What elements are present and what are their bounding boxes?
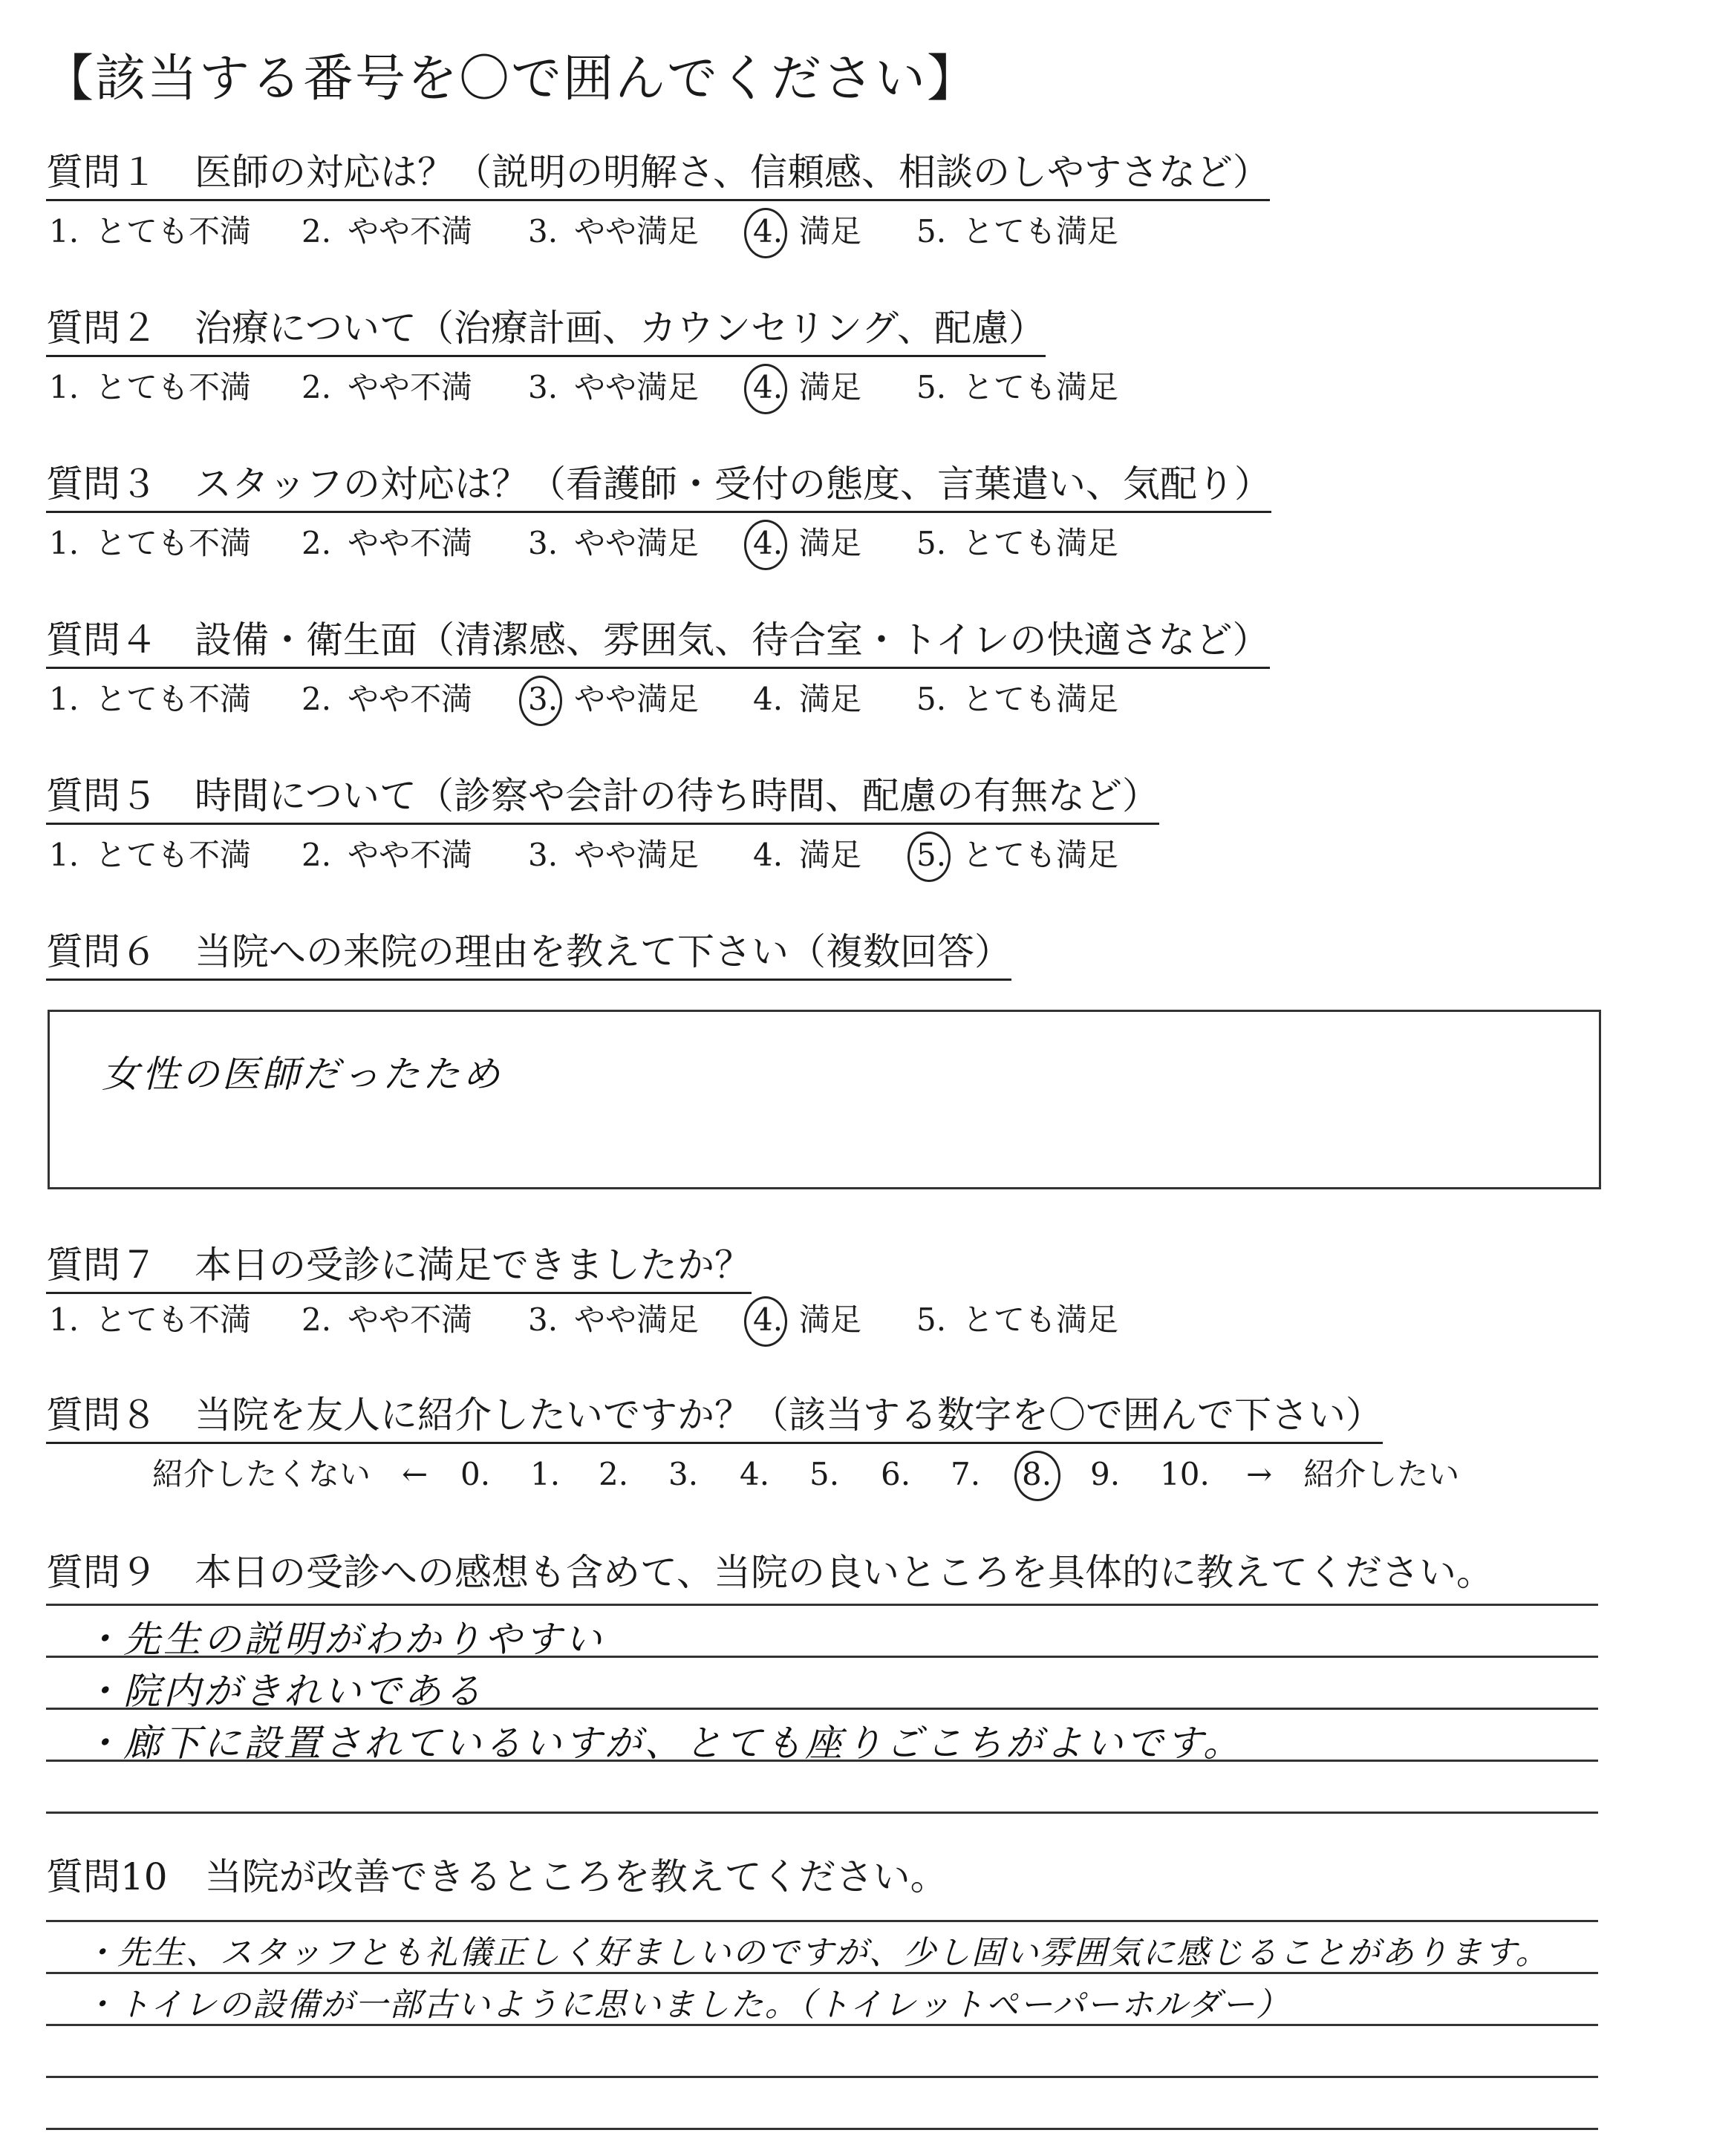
question-5-number: 質問５ (46, 774, 157, 817)
option-label: やや不満 (348, 837, 473, 873)
option-1[interactable] (46, 209, 251, 254)
question-3-title (46, 460, 1271, 513)
question-6-title (46, 928, 1011, 981)
option-label: やや不満 (348, 213, 473, 249)
question-1-title (46, 148, 1270, 201)
question-2-text: 治療について（治療計画、カウンセリング、配慮） (195, 307, 1046, 350)
question-10-text: 当院が改善できるところを教えてください。 (204, 1855, 948, 1898)
option-label: やや不満 (348, 525, 473, 561)
option-number: 5. (913, 833, 962, 878)
option-label: とても満足 (962, 213, 1119, 249)
nps-option-10[interactable]: 10. (1160, 1456, 1210, 1492)
question-3-text: スタッフの対応は？（看護師・受付の態度、言葉遣い、気配り） (195, 463, 1271, 506)
option-number: 3. (528, 369, 558, 405)
option-number: 2. (302, 213, 332, 249)
option-number: 4. (750, 365, 799, 410)
q10-line-1 (46, 1920, 1598, 1922)
question-3-number: 質問３ (46, 463, 157, 506)
option-3[interactable] (525, 365, 699, 410)
option-2[interactable] (299, 209, 472, 254)
option-number: 1. (49, 369, 79, 405)
question-9-title (46, 1549, 1493, 1596)
question-1-number: 質問１ (46, 151, 157, 194)
q9-answer-1: ・先生の説明がわかりやすい (83, 1618, 604, 1661)
option-label: とても満足 (962, 525, 1119, 561)
option-label: やや不満 (348, 681, 473, 717)
question-6-answer: 女性の医師だったため (102, 1053, 503, 1096)
question-5-text: 時間について（診察や会計の待ち時間、配慮の有無など） (195, 774, 1159, 817)
option-number: 2. (302, 837, 332, 873)
option-2[interactable] (299, 521, 472, 566)
question-6-answer-box[interactable] (48, 1010, 1601, 1189)
question-9-number: 質問９ (46, 1551, 157, 1594)
option-label: とても満足 (962, 1301, 1119, 1338)
option-label: やや満足 (574, 681, 700, 717)
option-label: とても不満 (95, 1301, 252, 1338)
question-10-title (46, 1853, 948, 1901)
option-4[interactable] (750, 833, 861, 878)
option-1[interactable] (46, 1298, 251, 1342)
option-number: 5. (916, 681, 947, 717)
option-number: 5. (916, 369, 947, 405)
question-2-title (46, 304, 1046, 357)
option-label: とても満足 (962, 369, 1119, 405)
option-3[interactable] (525, 521, 699, 566)
option-4[interactable] (750, 677, 861, 722)
option-label: やや満足 (574, 525, 700, 561)
option-number: 4. (753, 681, 783, 717)
option-5[interactable] (913, 1298, 1118, 1342)
q10-answer-1: ・先生、スタッフとも礼儀正しく好ましいのですが、少し固い雰囲気に感じることがあります。 (83, 1934, 1550, 1972)
option-3[interactable] (525, 1298, 699, 1342)
nps-option-2[interactable]: 2. (599, 1456, 629, 1492)
option-1[interactable] (46, 677, 251, 722)
option-4[interactable] (750, 365, 861, 410)
option-number: 4. (750, 521, 799, 566)
question-6-number: 質問６ (46, 930, 157, 973)
option-label: とても満足 (962, 681, 1119, 717)
q9-answer-2: ・院内がきれいである (83, 1670, 484, 1713)
nps-option-9[interactable]: 9. (1090, 1456, 1121, 1492)
option-label: とても不満 (95, 213, 252, 249)
question-8-text: 当院を友人に紹介したいですか？（該当する数字を〇で囲んで下さい） (195, 1394, 1383, 1437)
option-4[interactable] (750, 1298, 861, 1342)
option-number: 4. (753, 837, 783, 873)
option-2[interactable] (299, 1298, 472, 1342)
question-7-text: 本日の受診に満足できましたか？ (195, 1244, 752, 1287)
option-number: 1. (49, 1301, 79, 1338)
option-label: やや満足 (574, 837, 700, 873)
option-number: 5. (916, 1301, 947, 1338)
q10-line-4 (46, 2076, 1598, 2078)
q10-line-5 (46, 2128, 1598, 2130)
nps-option-5[interactable]: 5. (809, 1456, 840, 1492)
option-label: やや満足 (574, 1301, 700, 1338)
question-2-number: 質問２ (46, 307, 157, 350)
question-4-number: 質問４ (46, 618, 157, 662)
nps-option-6[interactable]: 6. (881, 1456, 911, 1492)
option-label: 満足 (799, 525, 862, 561)
question-6-text: 当院への来院の理由を教えて下さい（複数回答） (195, 930, 1011, 973)
nps-left-label: 紹介したくない ← (152, 1456, 428, 1492)
nps-option-0[interactable]: 0. (460, 1456, 491, 1492)
option-number: 3. (528, 525, 558, 561)
option-3[interactable] (525, 677, 699, 722)
option-5[interactable] (913, 209, 1118, 254)
option-number: 4. (750, 1298, 799, 1342)
nps-option-1[interactable]: 1. (530, 1456, 561, 1492)
nps-option-3[interactable]: 3. (668, 1456, 699, 1492)
question-4-title (46, 616, 1270, 669)
option-number: 3. (528, 837, 558, 873)
option-number: 4. (750, 209, 799, 254)
q9-answer-3: ・廊下に設置されているいすが、とても座りごこちがよいです。 (83, 1722, 1243, 1765)
nps-option-7[interactable]: 7. (951, 1456, 981, 1492)
option-3[interactable] (525, 209, 699, 254)
question-9-text: 本日の受診への感想も含めて、当院の良いところを具体的に教えてください。 (195, 1551, 1493, 1594)
option-5[interactable] (913, 833, 1118, 878)
question-7-title (46, 1241, 752, 1294)
option-5[interactable] (913, 521, 1118, 566)
option-number: 2. (302, 369, 332, 405)
q9-line-1 (46, 1604, 1598, 1606)
question-8-number: 質問８ (46, 1394, 157, 1437)
question-7-number: 質問７ (46, 1244, 157, 1287)
option-2[interactable] (299, 365, 472, 410)
option-number: 2. (302, 525, 332, 561)
option-number: 1. (49, 525, 79, 561)
option-label: とても不満 (95, 681, 252, 717)
nps-option-4[interactable]: 4. (740, 1456, 770, 1492)
nps-right-label: → 紹介したい (1246, 1456, 1460, 1492)
option-2[interactable] (299, 833, 472, 878)
option-label: とても不満 (95, 837, 252, 873)
option-label: 満足 (799, 369, 862, 405)
option-4[interactable] (750, 209, 861, 254)
option-1[interactable] (46, 365, 251, 410)
option-label: やや満足 (574, 369, 700, 405)
option-label: 満足 (799, 681, 862, 717)
q9-line-5 (46, 1812, 1598, 1814)
option-number: 1. (49, 681, 79, 717)
option-number: 5. (916, 213, 947, 249)
nps-option-8[interactable]: 8. (1022, 1452, 1052, 1497)
option-label: やや満足 (574, 213, 700, 249)
option-number: 3. (528, 1301, 558, 1338)
option-label: とても満足 (962, 837, 1119, 873)
option-3[interactable] (525, 833, 699, 878)
option-label: やや不満 (348, 369, 473, 405)
question-1-text: 医師の対応は？（説明の明解さ、信頼感、相談のしやすさなど） (195, 151, 1270, 194)
option-number: 1. (49, 213, 79, 249)
option-number: 3. (525, 677, 574, 722)
option-label: やや不満 (348, 1301, 473, 1338)
option-1[interactable] (46, 521, 251, 566)
option-label: 満足 (799, 837, 862, 873)
question-4-text: 設備・衛生面（清潔感、雰囲気、待合室・トイレの快適さなど） (195, 618, 1270, 662)
option-5[interactable] (913, 365, 1118, 410)
form-heading: 【該当する番号を〇で囲んでください】 (43, 50, 980, 108)
option-label: とても不満 (95, 369, 252, 405)
question-5-title (46, 772, 1159, 825)
option-number: 5. (916, 525, 947, 561)
option-2[interactable] (299, 677, 472, 722)
option-label: 満足 (799, 213, 862, 249)
option-number: 3. (528, 213, 558, 249)
option-1[interactable] (46, 833, 251, 878)
question-8-title (46, 1391, 1383, 1444)
option-number: 1. (49, 837, 79, 873)
option-5[interactable] (913, 677, 1118, 722)
option-4[interactable] (750, 521, 861, 566)
question-10-number: 質問10 (46, 1855, 168, 1898)
option-label: とても不満 (95, 525, 252, 561)
option-label: 満足 (799, 1301, 862, 1338)
option-number: 2. (302, 1301, 332, 1338)
q10-answer-2: ・トイレの設備が一部古いように思いました。（トイレットペーパーホルダー） (83, 1986, 1291, 2024)
option-number: 2. (302, 681, 332, 717)
